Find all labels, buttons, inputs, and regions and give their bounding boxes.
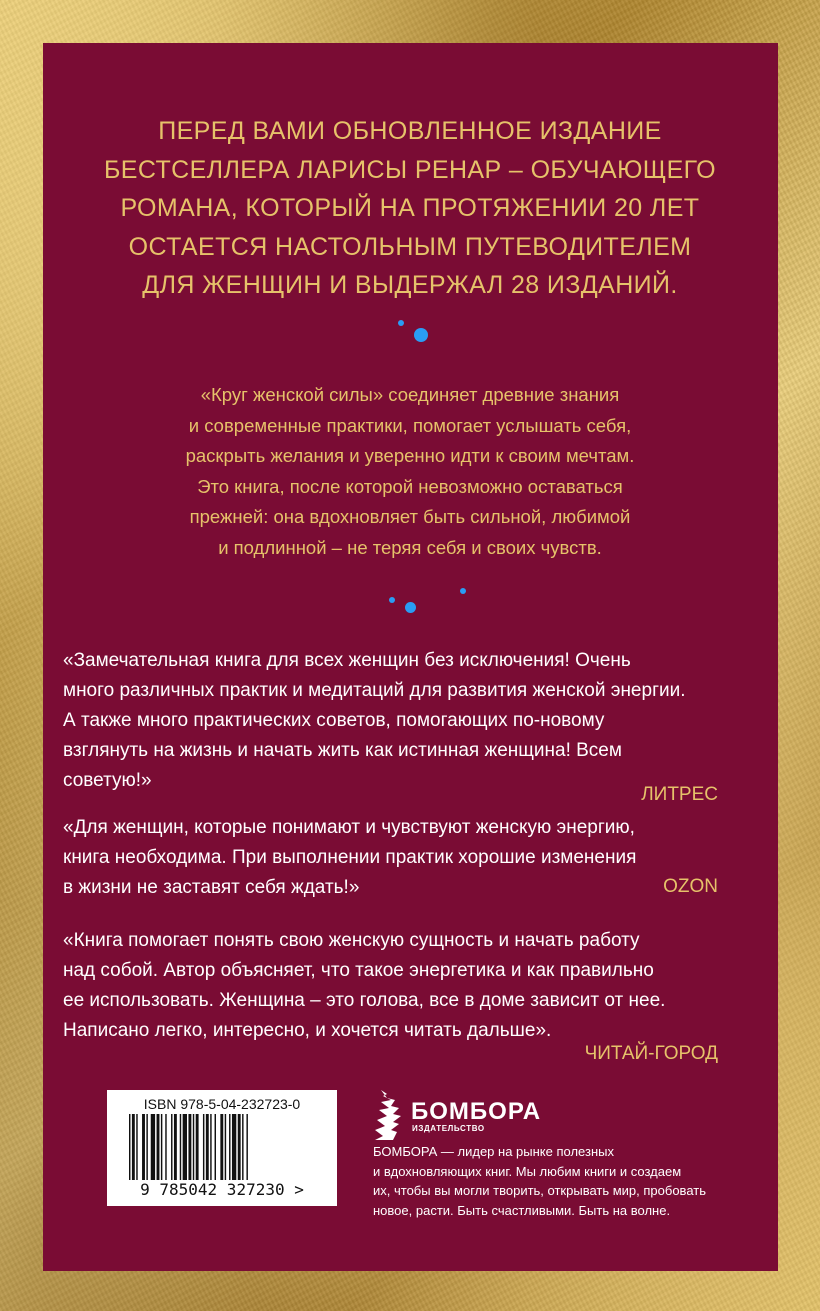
barcode-bar [151,1114,155,1180]
barcode-bar [188,1114,191,1180]
decorative-dot [460,588,466,594]
review-line: «Замечательная книга для всех женщин без исключения! Очень [63,650,631,671]
review-litres [63,646,723,796]
barcode-digits: 9 785042 327230 > [140,1180,304,1199]
review-chitai-gorod [63,926,723,1046]
barcode-bar [161,1114,162,1180]
description-line: раскрыть желания и уверенно идти к своим мечтам. [185,445,635,467]
barcode-bar [206,1114,209,1180]
bombora-logo-icon [373,1086,407,1142]
description-line: прежней: она вдохновляет быть сильной, любимой [189,506,631,528]
review-line: над собой. Автор объясняет, что такое энергетика и как правильно [63,960,654,981]
intro-line: ОСТАЕТСЯ НАСТОЛЬНЫМ ПУТЕВОДИТЕЛЕМ [128,232,692,261]
barcode-bar [129,1114,130,1180]
barcode-bar [215,1114,216,1180]
decorative-dot [414,328,428,342]
publisher-name: БОМБОРА [411,1098,542,1125]
barcode-bar [203,1114,204,1180]
decorative-dot [405,602,416,613]
description-line: и подлинной – не теряя себя и своих чувств. [218,536,602,558]
review-source-ozon: OZON [663,876,718,897]
review-ozon [63,813,723,903]
about-line: их, чтобы вы могли творить, открывать мир, пробовать [373,1183,706,1198]
description-blurb [0,380,820,564]
about-line: БОМБОРА — лидер на рынке полезных [373,1144,614,1159]
about-line: и вдохновляющих книг. Мы любим книги и создаем [373,1163,682,1179]
barcode-bar [180,1114,181,1180]
review-line: «Для женщин, которые понимают и чувствуют женскую энергию, [63,817,635,838]
barcode-bar [132,1114,135,1180]
description-line: Это книга, после которой невозможно оставаться [197,475,623,497]
barcode-bar [229,1114,230,1180]
review-line: советую!» [63,770,152,791]
barcode-bar [220,1114,223,1180]
barcode-bar [210,1114,211,1180]
review-line: «Книга помогает понять свою женскую сущность и начать работу [63,930,640,951]
barcode-bar [232,1114,236,1180]
barcode-bar [193,1114,194,1180]
about-line: новое, расти. Быть счастливыми. Быть на волне. [373,1202,671,1218]
intro-line: ДЛЯ ЖЕНЩИН И ВЫДЕРЖАЛ 28 ИЗДАНИЙ. [142,271,678,299]
barcode-bar [242,1114,243,1180]
intro-line: БЕСТСЕЛЛЕРА ЛАРИСЫ РЕНАР – ОБУЧАЮЩЕГО [103,155,717,184]
review-line: ее использовать. Женщина – это голова, все в доме зависит от нее. [63,990,666,1011]
barcode-bar [165,1114,166,1180]
decorative-dot [398,320,404,326]
barcode-bar [146,1114,147,1180]
barcode-bar [174,1114,177,1180]
publisher-about [373,1142,706,1220]
review-source-chitai-gorod: ЧИТАЙ-ГОРОД [584,1043,718,1064]
barcode-bar [183,1114,187,1180]
isbn-barcode [107,1090,337,1206]
intro-line: РОМАНА, КОТОРЫЙ НА ПРОТЯЖЕНИИ 20 ЛЕТ [120,194,700,222]
isbn-number: ISBN 978-5-04-232723-0 [143,1096,301,1112]
barcode-bar [171,1114,172,1180]
review-source-litres: ЛИТРЕС [641,784,718,805]
review-line: много различных практик и медитаций для развития женской энергии. [63,680,686,701]
review-line: в жизни не заставят себя ждать!» [63,877,360,898]
description-line: «Круг женской силы» соединяет древние знания [200,384,620,405]
publisher-subtitle: ИЗДАТЕЛЬСТВО [412,1124,485,1133]
barcode-bar [136,1114,137,1180]
review-line: взглянуть на жизнь и начать жить как истинная женщина! Всем [63,740,622,761]
description-line: и современные практики, помогает услышать себя, [188,414,632,436]
decorative-dot [389,597,395,603]
barcode-bar [238,1114,241,1180]
review-line: Написано легко, интересно, и хочется читать дальше». [63,1020,552,1041]
barcode-bar [225,1114,226,1180]
barcode-bar [157,1114,160,1180]
intro-blurb [0,112,820,305]
barcode-bar [142,1114,145,1180]
review-line: А также много практических советов, помогающих по-новому [63,710,605,731]
barcode-bar [246,1114,247,1180]
barcode-bars [129,1114,315,1180]
review-line: книга необходима. При выполнении практик хорошие изменения [63,847,637,868]
barcode-bar [196,1114,199,1180]
intro-line: ПЕРЕД ВАМИ ОБНОВЛЕННОЕ ИЗДАНИЕ [158,117,662,145]
